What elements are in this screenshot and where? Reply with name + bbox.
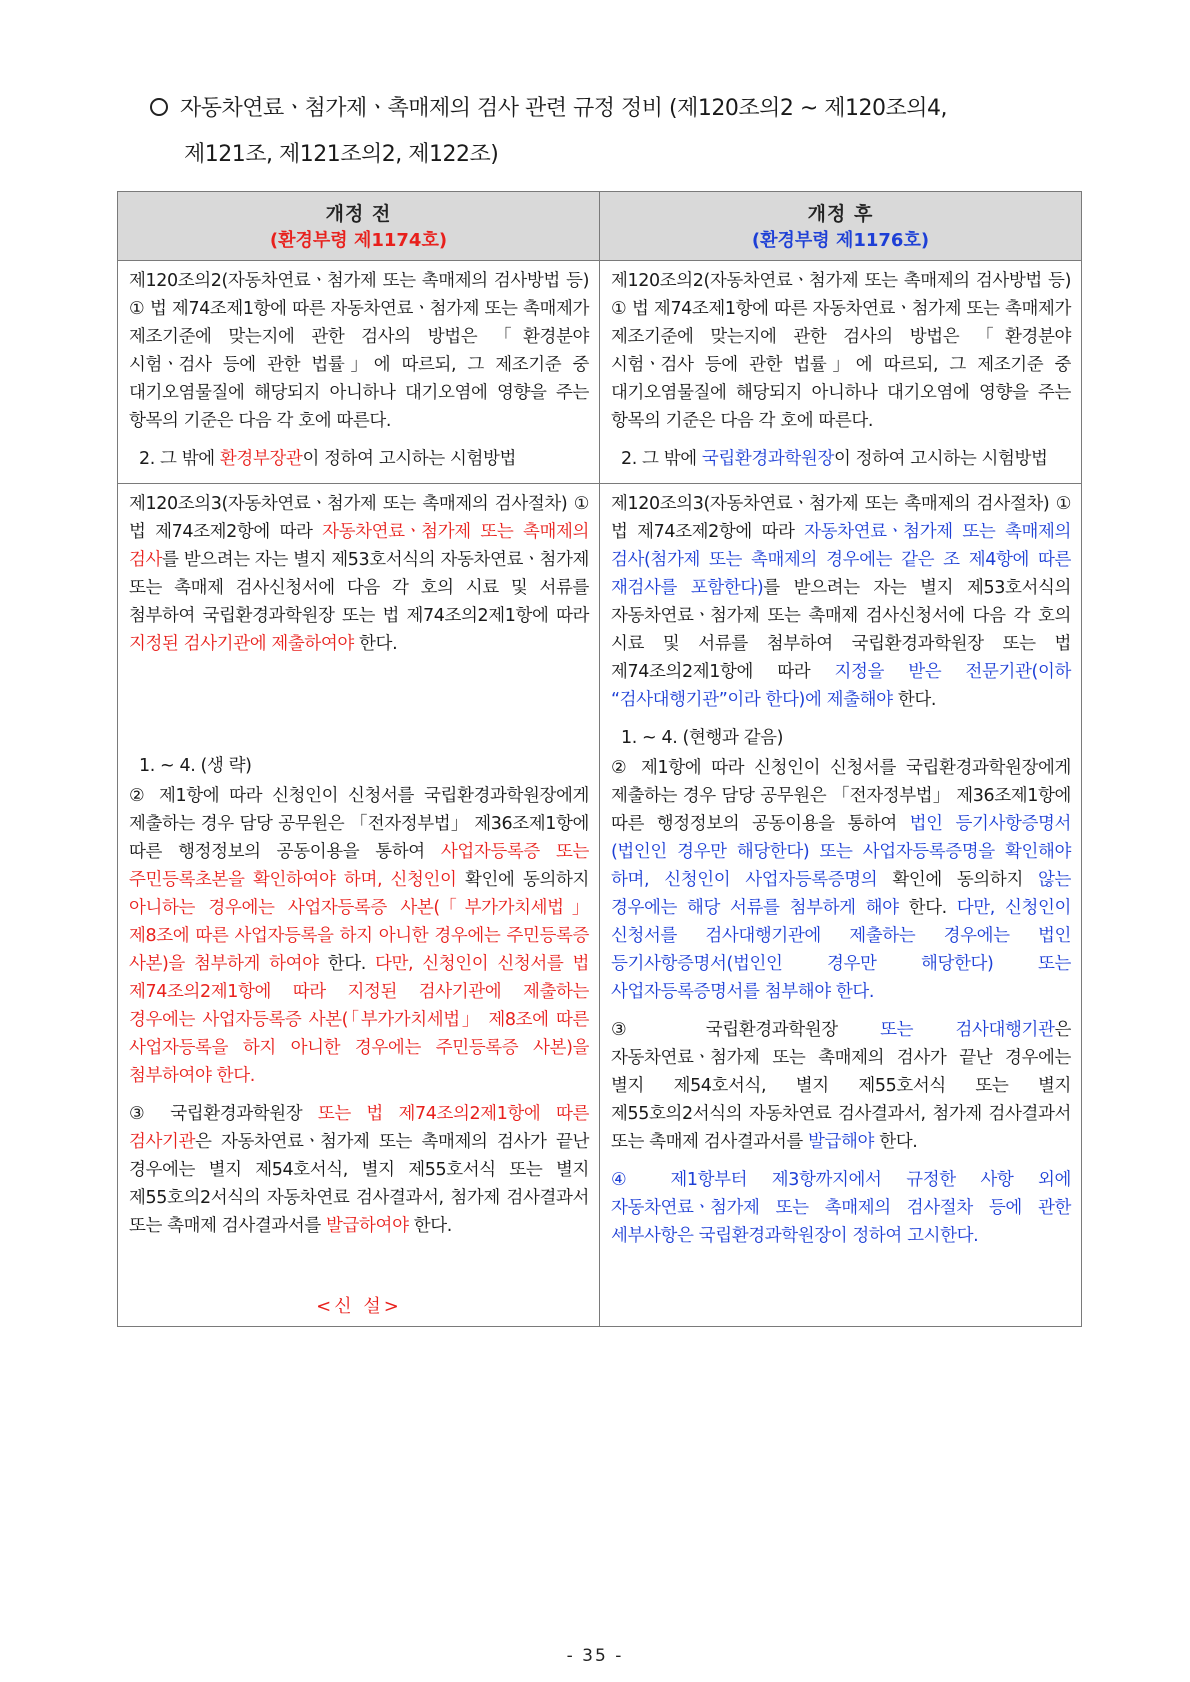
text-run: ② 제1항에 따라 신청인이 신청서를 국립환경과학원장에게 제출하는 경우 담당 공무원은 「전자정부법」 제36조제1항에 따른 행정정보의 공동이용을 통하여 [611, 758, 1071, 834]
amended-text: 지정을 받은 전문기관(이하 “검사대행기관”이라 한다)에 제출해야 [611, 662, 1071, 710]
text-run: 제120조의3(자동차연료ㆍ첨가제 또는 촉매제의 검사절차) ① 법 제74조제2항에 따라 [611, 494, 1071, 542]
amended-text: 다만, 신청인이 신청서를 검사대행기관에 제출하는 경우에는 법인 등기사항증명서(법인인 경우만 해당한다) 또는 사업자등록증명서를 첨부해야 한다. [611, 898, 1071, 1002]
table-header-row [118, 192, 1082, 261]
section-heading [150, 86, 1110, 178]
deleted-text: 다만, 신청인이 신청서를 법 제74조의2제1항에 따라 지정된 검사기관에 제출하는 경우에는 사업자등록증 사본(「부가가치세법」 제8조에 따른 사업자등록을 하지 아니한 경우에는 주민등록증 사본)을 첨부하여야 한다. [129, 954, 589, 1086]
row2-after-cell [600, 484, 1082, 1327]
text-run: 확인에 동의하지 [456, 870, 589, 890]
text-run: 한다. [318, 954, 376, 974]
amended-text: 않는 경우에는 해당 서류를 첨부하게 해야 [611, 870, 1072, 918]
text-run: 1. ~ 4. (생 략) [139, 756, 252, 776]
text-run: ② 제1항에 따라 신청인이 신청서를 국립환경과학원장에게 제출하는 경우 담당 공무원은 「전자정부법」 제36조제1항에 따른 행정정보의 공동이용을 통하여 [129, 786, 589, 862]
row1-before-cell [118, 261, 600, 484]
text-run: 은 자동차연료ㆍ첨가제 또는 촉매제의 검사가 끝난 경우에는 별지 제54호서식, 별지 제55호서식 또는 별지 제55호의2서식의 자동차연료 검사결과서, 첨가제 검사결과서 또는 촉매제 검사결과서를 [129, 1132, 589, 1236]
header-before-subtitle: (환경부령 제1174호) [269, 230, 448, 251]
text-run: 한다. [892, 690, 937, 710]
deleted-text: 지정된 검사기관에 제출하여야 [129, 634, 354, 654]
clause-paragraph [129, 782, 589, 1090]
amended-text: 또는 검사대행기관 [880, 1020, 1055, 1040]
amended-text: 자동차연료ㆍ첨가제 또는 촉매제의 검사(첨가제 또는 촉매제의 경우에는 같은 조 제4항에 따른 재검사를 포함한다) [611, 522, 1071, 598]
header-before [118, 192, 600, 261]
cell-spacer [129, 658, 589, 742]
text-run: 제120조의2(자동차연료ㆍ첨가제 또는 촉매제의 검사방법 등) ① 법 제74조제1항에 따른 자동차연료ㆍ첨가제 또는 촉매제가 제조기준에 맞는지에 관한 검사의 방법은 「환경분야 시험ㆍ검사 등에 관한 법률」에 따르되, 그 제조기준 중 대기오염물질에 해당되지 아니하나 대기오염에 영향을 주는 항목의 기준은 다음 각 호에 따른다. [129, 271, 589, 431]
text-run: 이 정하여 고시하는 시험방법 [302, 449, 516, 469]
amended-text: 법인 등기사항증명서(법인인 경우만 해당한다) 또는 사업자등록증명을 확인해야 하며, 신청인이 사업자등록증명의 [611, 814, 1071, 890]
clause-paragraph [611, 490, 1071, 714]
text-run: 한다. [874, 1132, 918, 1152]
deleted-text: 발급하여야 [326, 1216, 409, 1236]
text-run: 제120조의2(자동차연료ㆍ첨가제 또는 촉매제의 검사방법 등) ① 법 제74조제1항에 따른 자동차연료ㆍ첨가제 또는 촉매제가 제조기준에 맞는지에 관한 검사의 방법은 「환경분야 시험ㆍ검사 등에 관한 법률」에 따르되, 그 제조기준 중 대기오염물질에 해당되지 아니하나 대기오염에 영향을 주는 항목의 기준은 다음 각 호에 따른다. [611, 271, 1071, 431]
clause-paragraph [611, 754, 1071, 1006]
clause-paragraph [611, 1166, 1071, 1250]
row2-before-cell [118, 484, 600, 1327]
clause-paragraph [611, 1016, 1071, 1156]
text-run: 은 자동차연료ㆍ첨가제 또는 촉매제의 검사가 끝난 경우에는 별지 제54호서식, 별지 제55호서식 또는 별지 제55호의2서식의 자동차연료 검사결과서, 첨가제 검사결과서 또는 촉매제 검사결과서를 [611, 1020, 1071, 1152]
amended-text: 국립환경과학원장 [701, 449, 834, 469]
text-run: 제120조의3(자동차연료ㆍ첨가제 또는 촉매제의 검사절차) ① 법 제74조제2항에 따라 [129, 494, 589, 542]
circle-bullet-icon [150, 98, 168, 116]
clause-paragraph [129, 490, 589, 658]
amended-text: 발급해야 [808, 1132, 875, 1152]
clause-paragraph [129, 267, 589, 435]
header-before-title: 개정 전 [325, 203, 392, 225]
text-run: 2. 그 밖에 [139, 449, 220, 469]
list-item [129, 445, 589, 473]
deleted-text: 또는 법 제74조의2제1항에 따른 검사기관 [129, 1104, 590, 1152]
list-item [611, 724, 1071, 752]
clause-paragraph [129, 1100, 589, 1240]
text-run: ③ 국립환경과학원장 [129, 1104, 318, 1124]
heading-line-2: 제121조, 제121조의2, 제122조) [184, 142, 499, 167]
list-item [129, 752, 589, 780]
text-run: 를 받으려는 자는 별지 제53호서식의 자동차연료ㆍ첨가제 또는 촉매제 검사신청서에 다음 각 호의 시료 및 서류를 첨부하여 국립환경과학원장 또는 법 제74조의2제1항에 따라 [129, 550, 589, 626]
header-after-subtitle: (환경부령 제1176호) [751, 230, 930, 251]
text-run: 이 정하여 고시하는 시험방법 [833, 449, 1048, 469]
text-run: 1. ~ 4. (현행과 같음) [621, 728, 784, 748]
header-after-title: 개정 후 [807, 203, 874, 225]
header-after [600, 192, 1082, 261]
clause-paragraph [611, 267, 1071, 435]
text-run: ③ 국립환경과학원장 [611, 1020, 881, 1040]
new-provision-mark: <신 설> [316, 1296, 402, 1317]
text-run: 한다. [408, 1216, 452, 1236]
deleted-text: 사업자등록증 또는 주민등록초본을 확인하여야 하며, 신청인이 [129, 842, 589, 890]
text-run: 한다. [353, 634, 398, 654]
table-row [118, 484, 1082, 1327]
row1-after-cell [600, 261, 1082, 484]
text-run: 2. 그 밖에 [621, 449, 702, 469]
text-run: 확인에 동의하지 [877, 870, 1038, 890]
heading-line-1: 자동차연료ㆍ첨가제ㆍ촉매제의 검사 관련 규정 정비 (제120조의2 ~ 제120조의4, [180, 96, 947, 121]
text-run: 한다. [898, 898, 957, 918]
deleted-text: 자동차연료ㆍ첨가제 또는 촉매제의 검사 [129, 522, 589, 570]
comparison-table [117, 191, 1082, 1327]
deleted-text: 아니하는 경우에는 사업자등록증 사본(「부가가치세법」 제8조에 따른 사업자등록을 하지 아니한 경우에는 주민등록증 사본)을 첨부하게 하여야 [129, 898, 589, 974]
deleted-text: 환경부장관 [219, 449, 303, 469]
amended-text: ④ 제1항부터 제3항까지에서 규정한 사항 외에 자동차연료ㆍ첨가제 또는 촉매제의 검사절차 등에 관한 세부사항은 국립환경과학원장이 정하여 고시한다. [611, 1170, 1071, 1246]
text-run: 를 받으려는 자는 별지 제53호서식의 자동차연료ㆍ첨가제 또는 촉매제 검사신청서에 다음 각 호의 시료 및 서류를 첨부하여 국립환경과학원장 또는 법 제74조의2제1항에 따라 [611, 578, 1071, 682]
page-number: - 35 - [566, 1646, 624, 1666]
list-item [611, 445, 1071, 473]
table-row [118, 261, 1082, 484]
